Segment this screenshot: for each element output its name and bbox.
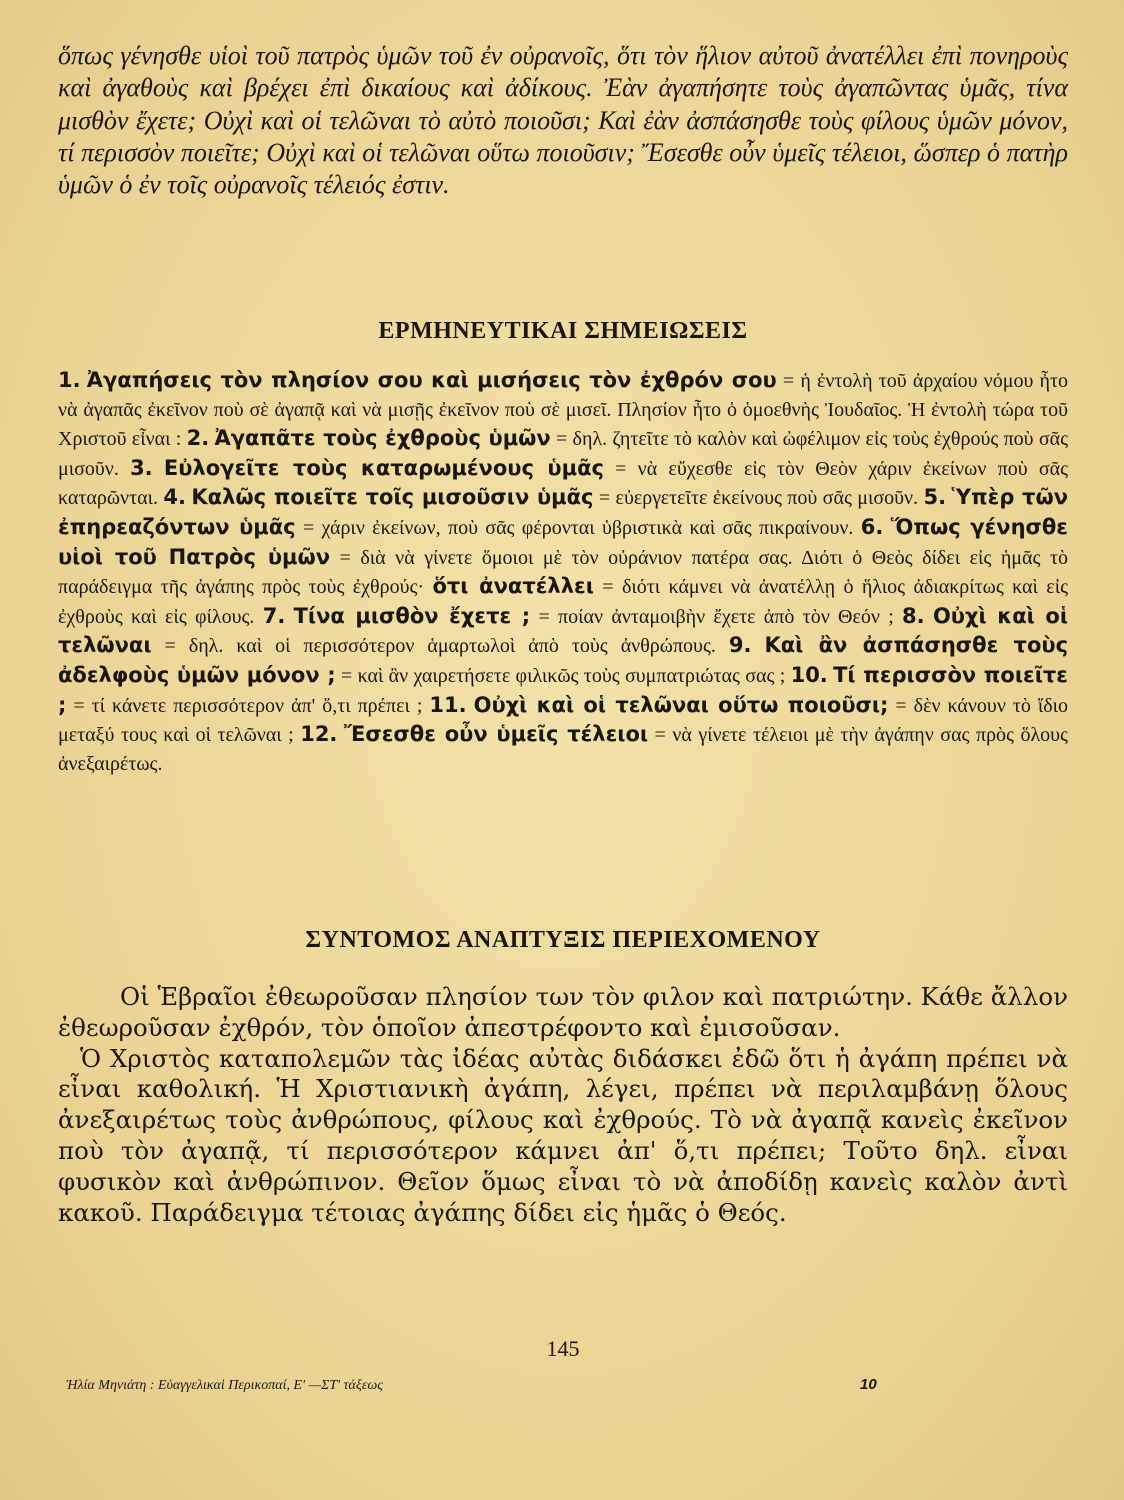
- note-number: 12.: [300, 722, 338, 747]
- note-item: [262, 603, 903, 628]
- note-term: ὅτι ἀνατέλλει: [432, 574, 594, 599]
- note-text: = δηλ. καὶ οἱ περισσότερον ἁμαρτωλοὶ ἀπὸ τοὺς ἀνθρώπους.: [151, 635, 729, 658]
- note-text: = ἡ ἐντολὴ τοῦ ἀρχαίου νόμου ἦτο νὰ ἀγαπᾶς ἐκεῖνον ποὺ σὲ ἀγαπᾷ καὶ νὰ μισῇς ἐκεῖνον ποὺ σὲ μισεῖ. Πλησίον ἦτο ὁ ὁμοεθνὴς Ἰουδαῖος. Ἡ ἐντολὴ τώρα τοῦ Χριστοῦ εἶναι :: [58, 370, 1069, 451]
- note-text: = τί κάνετε περισσότερον ἀπ' ὅ,τι πρέπει ;: [66, 694, 430, 717]
- note-term: Τίνα μισθὸν ἔχετε ;: [293, 603, 531, 628]
- note-term: Ἀγαπᾶτε τοὺς ἐχθροὺς ὑμῶν: [214, 426, 551, 451]
- note-number: 4.: [163, 485, 186, 510]
- page-number: 145: [546, 1336, 580, 1361]
- note-term: Εὐλογεῖτε τοὺς καταρωμένους ὑμᾶς: [163, 455, 604, 480]
- note-term: Ἔσεσθε οὖν ὑμεῖς τέλειοι: [343, 722, 649, 747]
- footer-citation: Ἠλία Μηνιάτη : Εὐαγγελικαὶ Περικοπαί, Ε' —ΣΤ' τάξεως: [66, 1378, 383, 1393]
- note-text: = διὰ νὰ γίνετε ὅμοιοι μὲ τὸν οὐράνιον πατέρα σας. Διότι ὁ Θεὸς δίδει εἰς ἡμᾶς τὸ παράδειγμα τῆς ἀγάπης πρὸς τοὺς ἐχθρούς·: [58, 546, 1068, 599]
- note-text: = δὲν κάνουν τὸ ἴδιο μεταξύ τους καὶ οἱ τελῶναι ;: [58, 694, 1069, 747]
- interpretive-notes: [58, 366, 1068, 778]
- note-term: Ὅπως γένησθε υἱοὶ τοῦ Πατρὸς ὑμῶν: [58, 514, 1068, 569]
- note-number: 9.: [728, 633, 752, 658]
- note-term: Τί περισσὸν ποιεῖτε ;: [58, 662, 1068, 717]
- note-text: = καὶ ἂν χαιρετήσετε φιλικῶς τοὺς συμπατριώτας σας ;: [335, 664, 791, 687]
- notes-heading: ΕΡΜΗΝΕΥΤΙΚΑΙ ΣΗΜΕΙΩΣΕΙΣ: [378, 318, 748, 344]
- note-term: Οὐχὶ καὶ οἱ τελῶναι οὕτω ποιοῦσι;: [473, 692, 889, 717]
- note-term: Οὐχὶ καὶ οἱ τελῶναι: [58, 603, 1069, 658]
- note-term: Καὶ ἂν ἀσπάσησθε τοὺς ἀδελφοὺς ὑμῶν μόνον ;: [58, 633, 1069, 687]
- summary-heading: ΣΥΝΤΟΜΟΣ ΑΝΑΠΤΥΞΙΣ ΠΕΡΙΕΧΟΜΕΝΟΥ: [305, 927, 821, 953]
- note-number: 11.: [429, 692, 467, 717]
- note-term: Καλῶς ποιεῖτε τοῖς μισοῦσιν ὑμᾶς: [191, 485, 594, 510]
- note-number: 1.: [58, 368, 81, 392]
- note-number: 5.: [923, 485, 947, 510]
- note-term: Ἀγαπήσεις τὸν πλησίον σου καὶ μισήσεις τὸν ἐχθρόν σου: [86, 368, 777, 392]
- note-text: = χάριν ἐκείνων, ποὺ σᾶς φέρονται ὑβριστικὰ καὶ σᾶς πικραίνουν.: [295, 516, 861, 539]
- note-text: = νὰ εὔχεσθε εἰς τὸν Θεὸν χάριν ἐκείνων ποὺ σᾶς καταρῶνται.: [58, 457, 1069, 510]
- content-summary: [58, 982, 1068, 1228]
- printer-signature: 10: [860, 1376, 877, 1393]
- scripture-passage: ὅπως γένησθε υἱοὶ τοῦ πατρὸς ὑμῶν τοῦ ἐν οὐρανοῖς, ὅτι τὸν ἥλιον αὐτοῦ ἀνατέλλει ἐπὶ πονηροὺς καὶ ἀγαθοὺς καὶ βρέχει ἐπὶ δικαίους καὶ ἀδίκους. Ἐὰν ἀγαπήσητε τοὺς ἀγαπῶντας ὑμᾶς, τίνα μισθὸν ἔχετε; Οὐχὶ καὶ οἱ τελῶναι τὸ αὐτὸ ποιοῦσι; Καὶ ἐὰν ἀσπάσησθε τοὺς φίλους ὑμῶν μόνον, τί περισσὸν ποιεῖτε; Οὐχὶ καὶ οἱ τελῶναι οὕτω ποιοῦσιν; Ἔσεσθε οὖν ὑμεῖς τέλειοι, ὥσπερ ὁ πατὴρ ὑμῶν ὁ ἐν τοῖς οὐρανοῖς τέλειός ἐστιν.: [58, 41, 1068, 200]
- note-number: 3.: [130, 455, 153, 480]
- note-text: = δηλ. ζητεῖτε τὸ καλὸν καὶ ὠφέλιμον εἰς τοὺς ἐχθρούς ποὺ σᾶς μισοῦν.: [58, 428, 1069, 480]
- note-number: 6.: [860, 514, 884, 539]
- note-text: = ποίαν ἀνταμοιβὴν ἔχετε ἀπὸ τὸν Θεόν ;: [530, 605, 903, 628]
- summary-paragraph: Οἱ Ἑβραῖοι ἐθεωροῦσαν πλησίον των τὸν φιλον καὶ πατριώτην. Κάθε ἄλλον ἐθεωροῦσαν ἐχθρόν, τὸν ὁποῖον ἀπεστρέφοντο καὶ ἐμισοῦσαν.: [58, 982, 1068, 1042]
- note-text: = νὰ γίνετε τέλειοι μὲ τὴν ἀγάπην σας πρὸς ὅλους ἀνεξαιρέτως.: [58, 724, 1068, 775]
- note-number: 2.: [186, 426, 210, 451]
- note-item: [163, 487, 923, 509]
- note-number: 8.: [902, 603, 925, 628]
- summary-paragraph: Ὁ Χριστὸς καταπολεμῶν τὰς ἰδέας αὐτὰς διδάσκει ἐδῶ ὅτι ἡ ἀγάπη πρέπει νὰ εἶναι καθολική. Ἡ Χριστιανικὴ ἀγάπη, λέγει, πρέπει νὰ περιλαμβάνῃ ὅλους ἀνεξαιρέτως τοὺς ἀνθρώπους, φίλους καὶ ἐχθρούς. Τὸ νὰ ἀγαπᾷ κανεὶς ἐκεῖνον ποὺ τὸν ἀγαπᾷ, τί περισσότερον κάμνει ἀπ' ὅ,τι πρέπει; Τοῦτο δηλ. εἶναι φυσικὸν καὶ ἀνθρώπινον. Θεῖον ὅμως εἶναι τὸ νὰ ἀποδίδῃ κανεὶς καλὸν ἀντὶ κακοῦ. Παράδειγμα τέτοιας ἀγάπης δίδει εἰς ἡμᾶς ὁ Θεός.: [58, 1043, 1068, 1227]
- note-term: Ὑπὲρ τῶν ἐπηρεαζόντων ὑμᾶς: [58, 485, 1069, 539]
- note-number: 10.: [790, 662, 828, 687]
- note-text: = διότι κάμνει νὰ ἀνατέλλῃ ὁ ἥλιος ἀδιακρίτως καὶ εἰς ἐχθροὺς καὶ εἰς φίλους.: [58, 576, 1069, 628]
- note-text: = εὐεργετεῖτε ἐκείνους ποὺ σᾶς μισοῦν.: [593, 487, 924, 510]
- note-number: 7.: [262, 603, 286, 628]
- book-page: [58, 40, 1068, 1480]
